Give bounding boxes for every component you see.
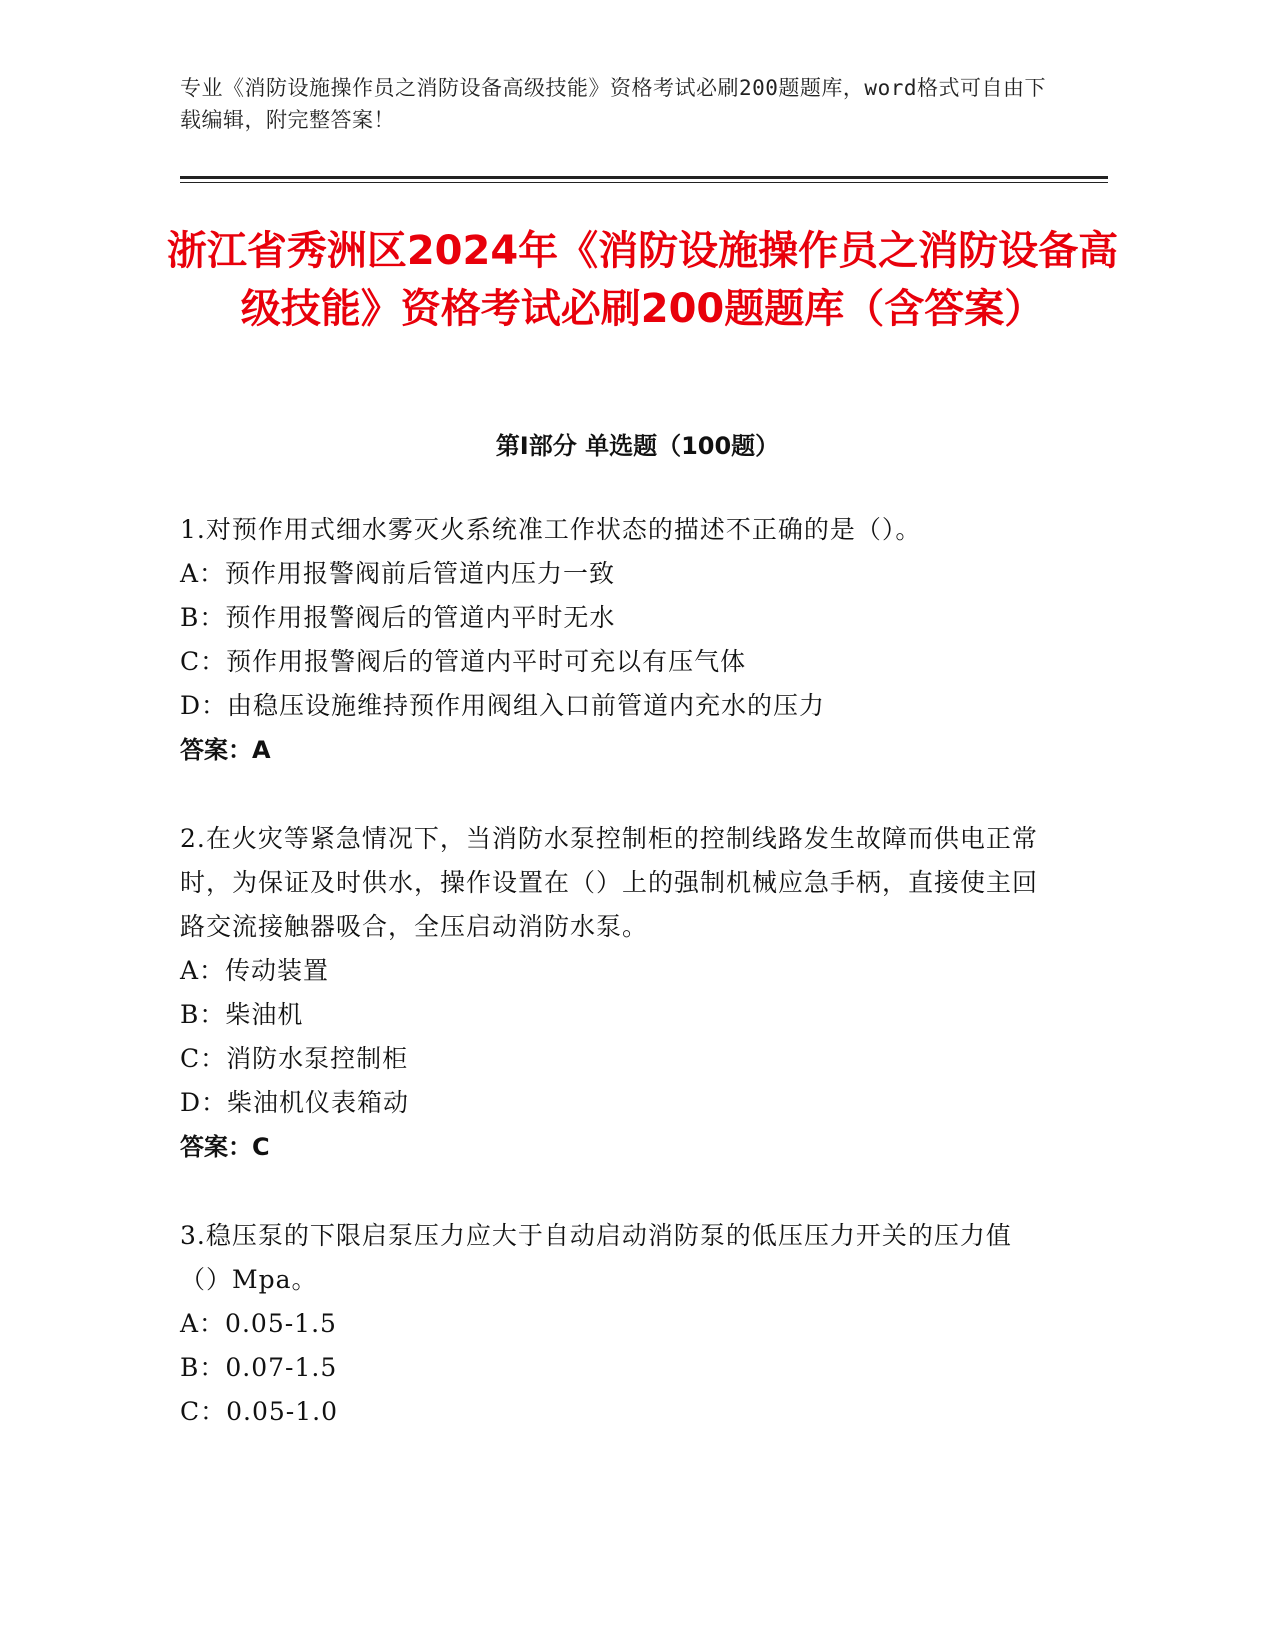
question-list <box>180 508 1040 1479</box>
question-stem: 2.在火灾等紧急情况下，当消防水泵控制柜的控制线路发生故障而供电正常时，为保证及时供水，操作设置在（）上的强制机械应急手柄，直接使主回路交流接触器吸合，全压启动消防水泵。 <box>180 824 1039 941</box>
option-b: B：预作用报警阀后的管道内平时无水 <box>180 603 616 632</box>
option-a: A：传动装置 <box>180 956 330 985</box>
option-d: D：柴油机仪表箱动 <box>180 1088 410 1117</box>
header-note: 专业《消防设施操作员之消防设备高级技能》资格考试必刷200题题库，word格式可自由下载编辑，附完整答案！ <box>180 76 1046 132</box>
question-2 <box>180 817 1040 1169</box>
option-a: A：预作用报警阀前后管道内压力一致 <box>180 559 616 588</box>
question-3 <box>180 1214 1040 1434</box>
option-c: C：消防水泵控制柜 <box>180 1044 409 1073</box>
question-1 <box>180 508 1040 772</box>
header-divider-thick <box>180 176 1108 179</box>
option-b: B：柴油机 <box>180 1000 304 1029</box>
document-title: 浙江省秀洲区2024年《消防设施操作员之消防设备高级技能》资格考试必刷200题题库（含答案） <box>166 228 1119 332</box>
option-c: C：0.05-1.0 <box>180 1397 338 1426</box>
question-stem: 3.稳压泵的下限启泵压力应大于自动启动消防泵的低压压力开关的压力值（）Mpa。 <box>180 1221 1012 1294</box>
section-title: 第Ⅰ部分 单选题（100题） <box>495 432 780 460</box>
answer-line: 答案：C <box>180 1133 270 1161</box>
option-a: A：0.05-1.5 <box>180 1309 337 1338</box>
header-divider-thin <box>180 182 1108 183</box>
option-b: B：0.07-1.5 <box>180 1353 338 1382</box>
option-c: C：预作用报警阀后的管道内平时可充以有压气体 <box>180 647 747 676</box>
answer-line: 答案：A <box>180 736 271 764</box>
question-stem: 1.对预作用式细水雾灭火系统准工作状态的描述不正确的是（）。 <box>180 515 922 544</box>
option-d: D：由稳压设施维持预作用阀组入口前管道内充水的压力 <box>180 691 826 720</box>
